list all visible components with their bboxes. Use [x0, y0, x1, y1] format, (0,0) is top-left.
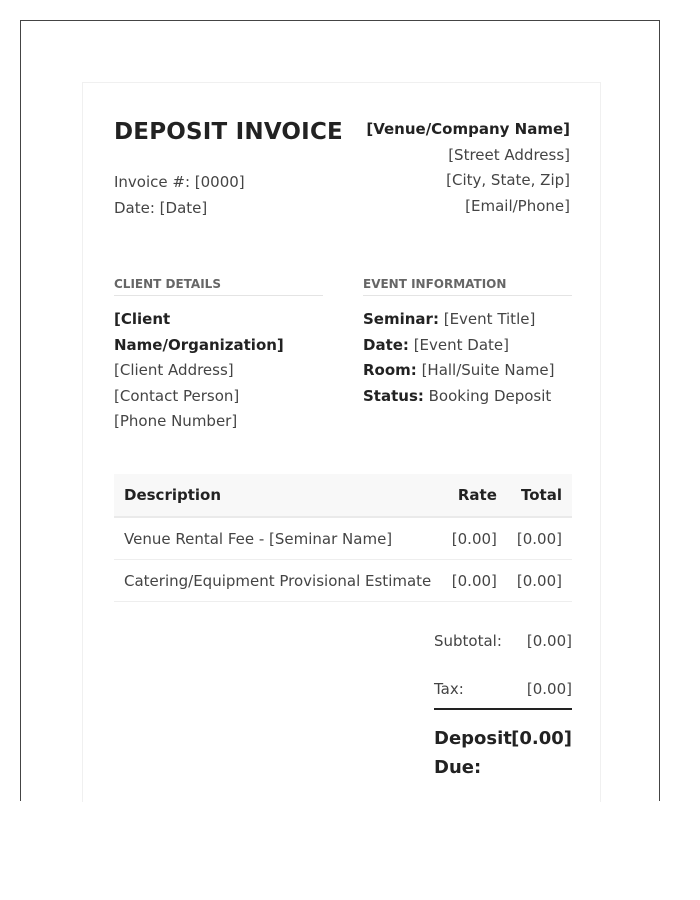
event-information-heading: EVENT INFORMATION: [363, 277, 572, 296]
row-rate: [0.00]: [442, 517, 507, 560]
company-street: [Street Address]: [448, 145, 570, 164]
event-seminar-label: Seminar:: [363, 310, 439, 328]
invoice-title: DEPOSIT INVOICE: [114, 119, 343, 145]
row-total: [0.00]: [507, 517, 572, 560]
event-status-line: [363, 384, 572, 410]
company-city: [City, State, Zip]: [446, 171, 570, 190]
subtotal-label: Subtotal:: [434, 632, 502, 650]
row-description: Catering/Equipment Provisional Estimate: [114, 560, 442, 602]
client-name: [Client Name/Organization]: [114, 310, 284, 354]
invoice-number: Invoice #: [0000]: [114, 173, 245, 191]
client-address: [Client Address]: [114, 361, 234, 380]
company-contact: [Email/Phone]: [465, 196, 570, 215]
client-contact-person: [Contact Person]: [114, 386, 240, 405]
event-status-value: Booking Deposit: [423, 386, 552, 405]
tax-value: [0.00]: [526, 679, 572, 698]
invoice-date: Date: [Date]: [114, 199, 208, 217]
deposit-due-label: Deposit Due:: [434, 728, 512, 778]
row-description: Venue Rental Fee - [Seminar Name]: [114, 517, 442, 560]
column-header-description: Description: [114, 474, 442, 517]
tax-label: Tax:: [434, 679, 464, 698]
invoice-card: [82, 82, 601, 802]
row-total: [0.00]: [507, 560, 572, 602]
totals-divider: [434, 708, 572, 710]
subtotal-row: [434, 629, 572, 671]
table-row: [114, 560, 572, 602]
row-rate: [0.00]: [442, 560, 507, 602]
deposit-due-row: [434, 724, 572, 782]
event-date-value: [Event Date]: [408, 335, 509, 354]
tax-row: [434, 671, 572, 706]
deposit-due-value: [0.00]: [511, 728, 572, 749]
event-block: [363, 307, 572, 409]
event-room-line: [363, 358, 572, 384]
event-date-line: [363, 333, 572, 359]
column-header-total: Total: [507, 474, 572, 517]
totals-block: [434, 629, 572, 782]
event-date-label: Date:: [363, 335, 409, 354]
event-status-label: Status:: [363, 386, 424, 405]
client-details-heading: CLIENT DETAILS: [114, 277, 323, 296]
table-row: [114, 517, 572, 560]
table-header-row: [114, 474, 572, 517]
client-block: [114, 307, 323, 435]
event-room-value: [Hall/Suite Name]: [416, 361, 555, 380]
client-phone: [Phone Number]: [114, 412, 238, 431]
subtotal-value: [0.00]: [526, 632, 572, 650]
event-room-label: Room:: [363, 361, 417, 380]
company-name: [Venue/Company Name]: [366, 120, 570, 138]
line-items-table: [114, 474, 572, 602]
event-seminar-line: [363, 307, 572, 333]
event-seminar-value: [Event Title]: [438, 310, 536, 328]
column-header-rate: Rate: [442, 474, 507, 517]
company-block: [366, 117, 570, 219]
page-frame: [20, 20, 660, 801]
